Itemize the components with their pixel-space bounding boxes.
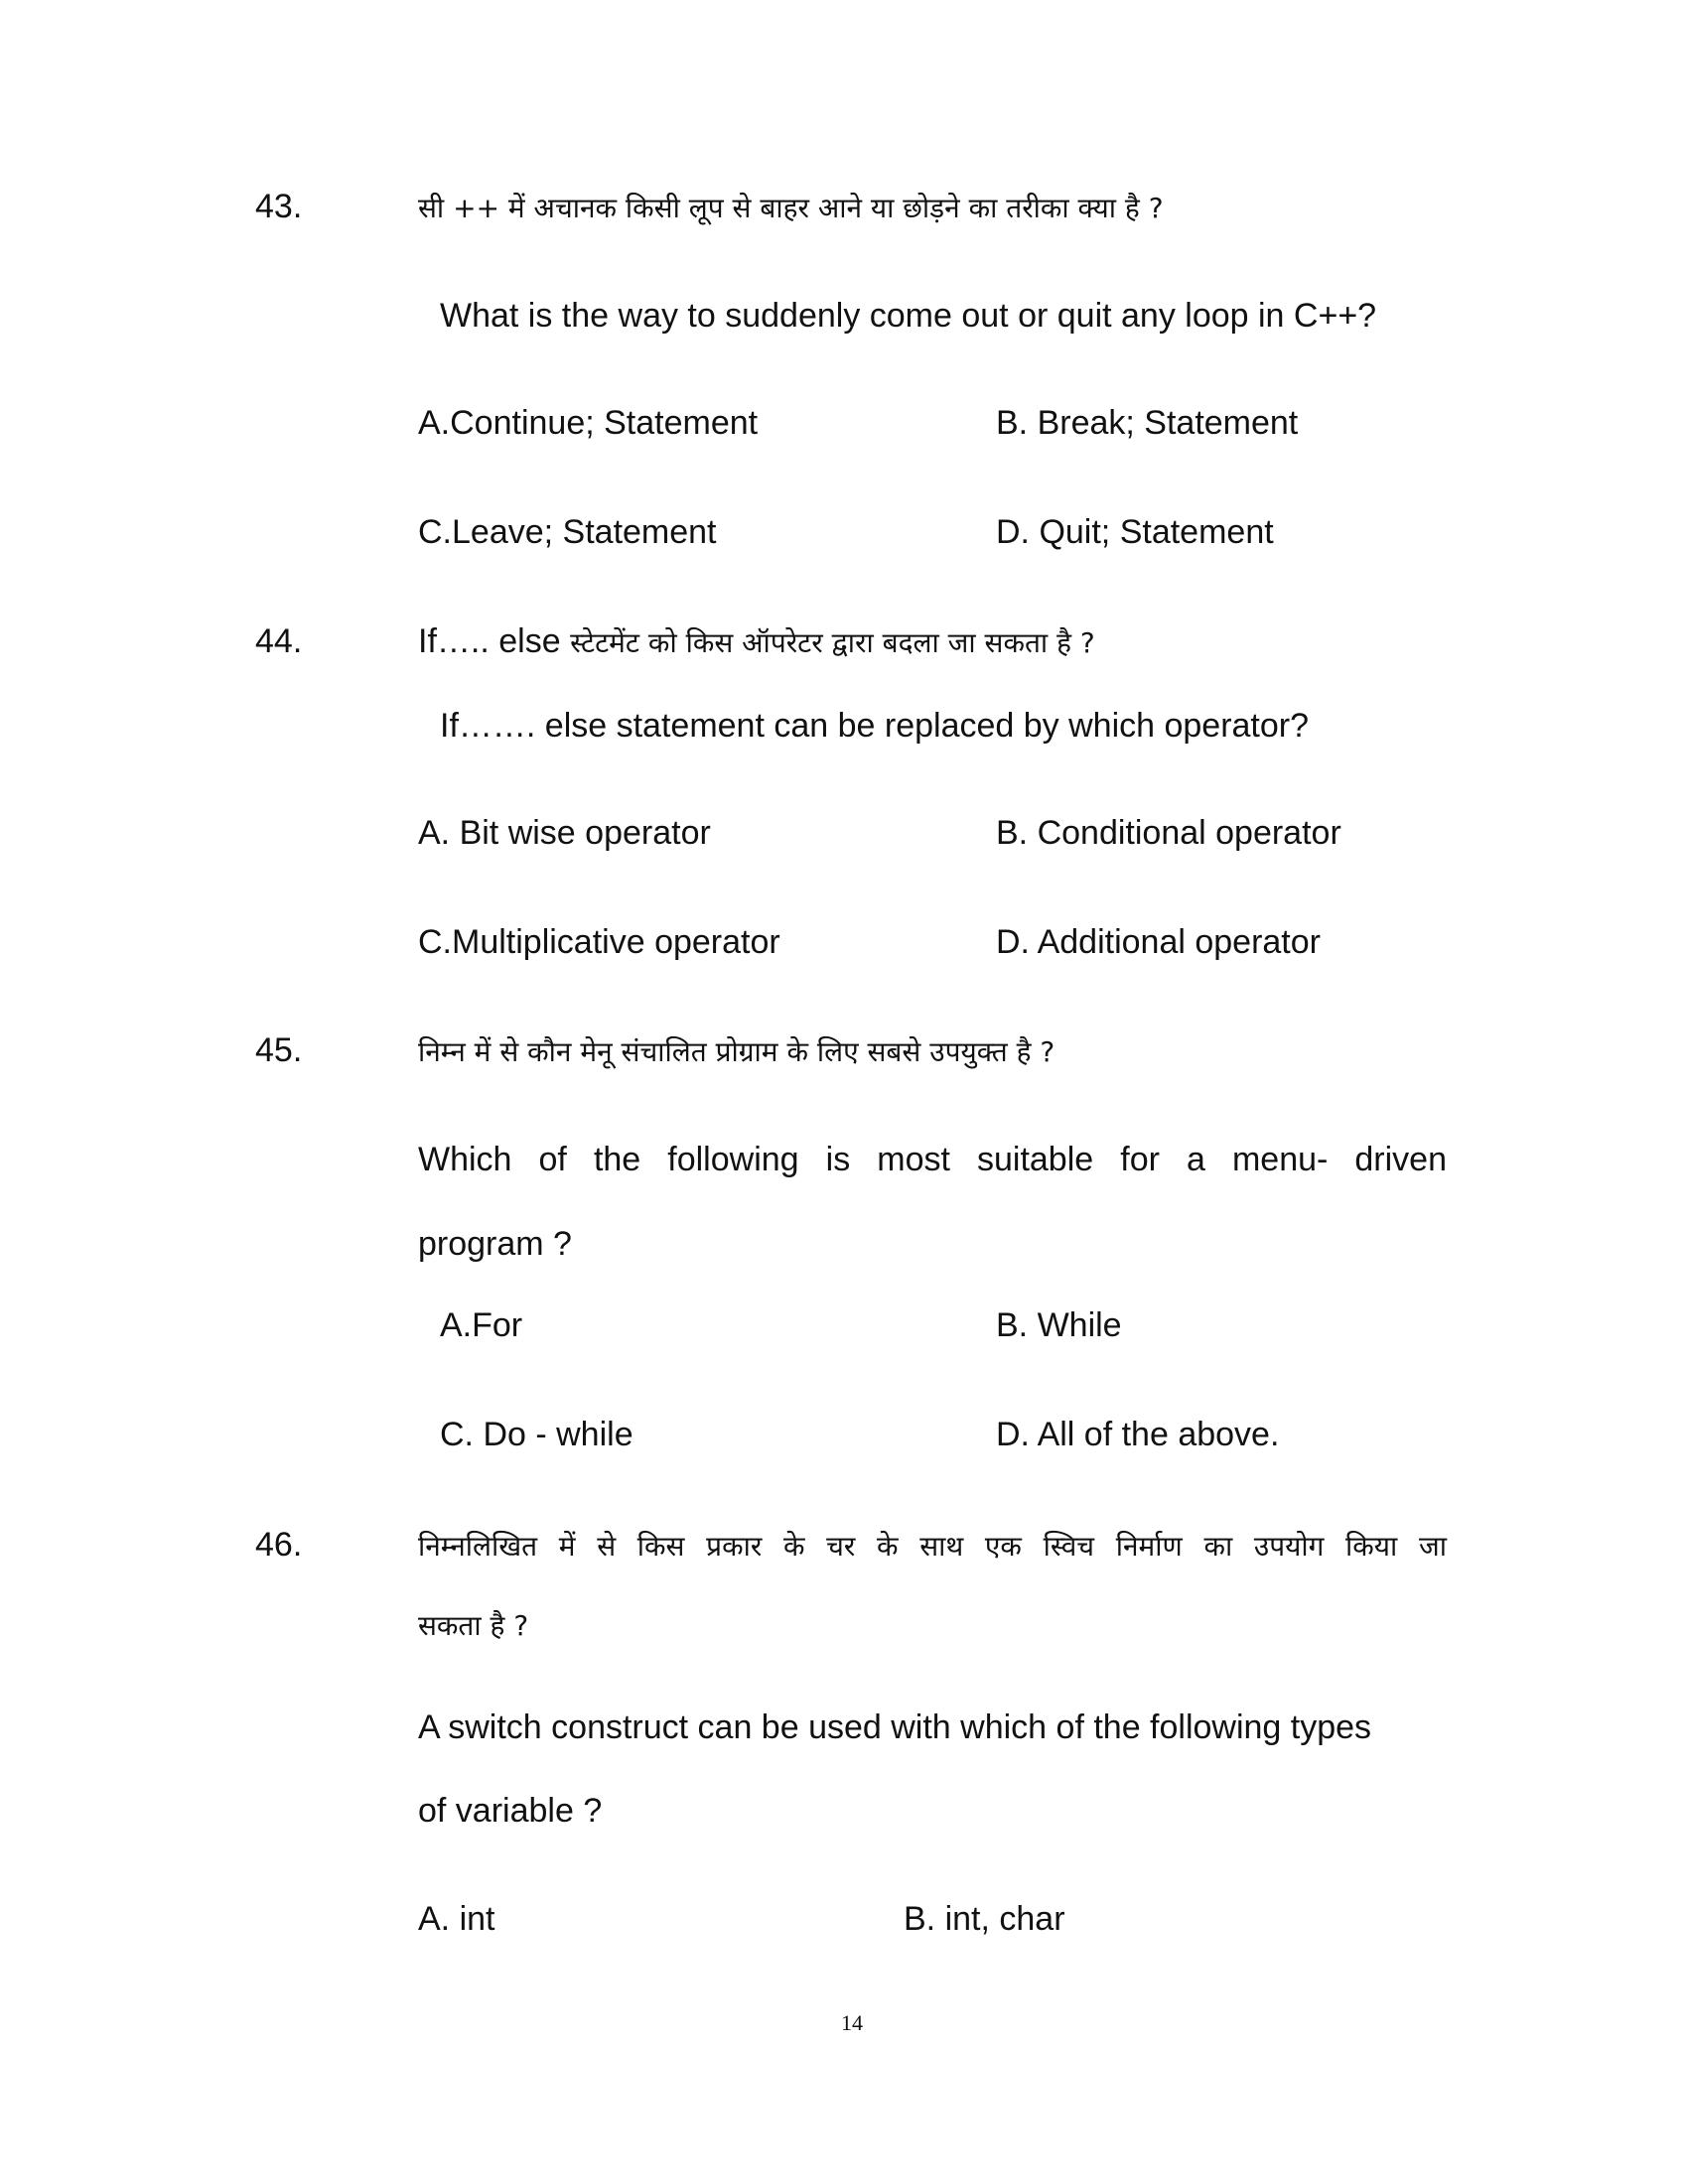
option-a: A. Bit wise operator <box>418 814 711 852</box>
question-hindi <box>418 621 1095 663</box>
option-d: D. Quit; Statement <box>996 513 1274 551</box>
hindi-text: स्टेटमेंट को किस ऑपरेटर द्वारा बदला जा सकता है ? <box>570 626 1095 659</box>
option-a: A. int <box>418 1900 495 1938</box>
page-number: 14 <box>841 2010 863 2035</box>
option-c: C. Do - while <box>440 1416 633 1453</box>
option-c: C.Leave; Statement <box>418 513 717 551</box>
option-a: A.Continue; Statement <box>418 404 759 442</box>
option-b: B. Break; Statement <box>996 404 1299 442</box>
question-english-line1: A switch construct can be used with which of the following types <box>418 1708 1372 1746</box>
question-hindi: निम्न में से कौन मेनू संचालित प्रोग्राम के लिए सबसे उपयुक्त है ? <box>418 1035 1055 1068</box>
option-b: B. Conditional operator <box>996 814 1341 852</box>
question-number: 45. <box>255 1031 303 1069</box>
question-english: What is the way to suddenly come out or quit any loop in C++? <box>440 297 1377 335</box>
question-english-line2: of variable ? <box>418 1792 603 1830</box>
question-number: 46. <box>255 1526 303 1564</box>
option-d: D. Additional operator <box>996 923 1321 961</box>
option-a: A.For <box>440 1306 523 1344</box>
question-hindi-line2: सकता है ? <box>418 1609 529 1642</box>
question-hindi-line1: निम्नलिखित में से किस प्रकार के चर के साथ एक स्विच निर्माण का उपयोग किया जा <box>418 1530 1447 1563</box>
option-b: B. While <box>996 1306 1122 1344</box>
question-number: 44. <box>255 622 303 660</box>
hindi-prefix: If….. else <box>418 622 561 660</box>
option-c: C.Multiplicative operator <box>418 923 780 961</box>
question-english-line1: Which of the following is most suitable for a menu- driven <box>418 1141 1447 1178</box>
question-number: 43. <box>255 188 303 225</box>
option-d: D. All of the above. <box>996 1416 1280 1453</box>
question-hindi: सी ++ में अचानक किसी लूप से बाहर आने या छोड़ने का तरीका क्या है ? <box>418 192 1164 224</box>
question-english: If……. else statement can be replaced by which operator? <box>440 707 1310 745</box>
option-b: B. int, char <box>904 1900 1065 1938</box>
question-english-line2: program ? <box>418 1225 572 1263</box>
